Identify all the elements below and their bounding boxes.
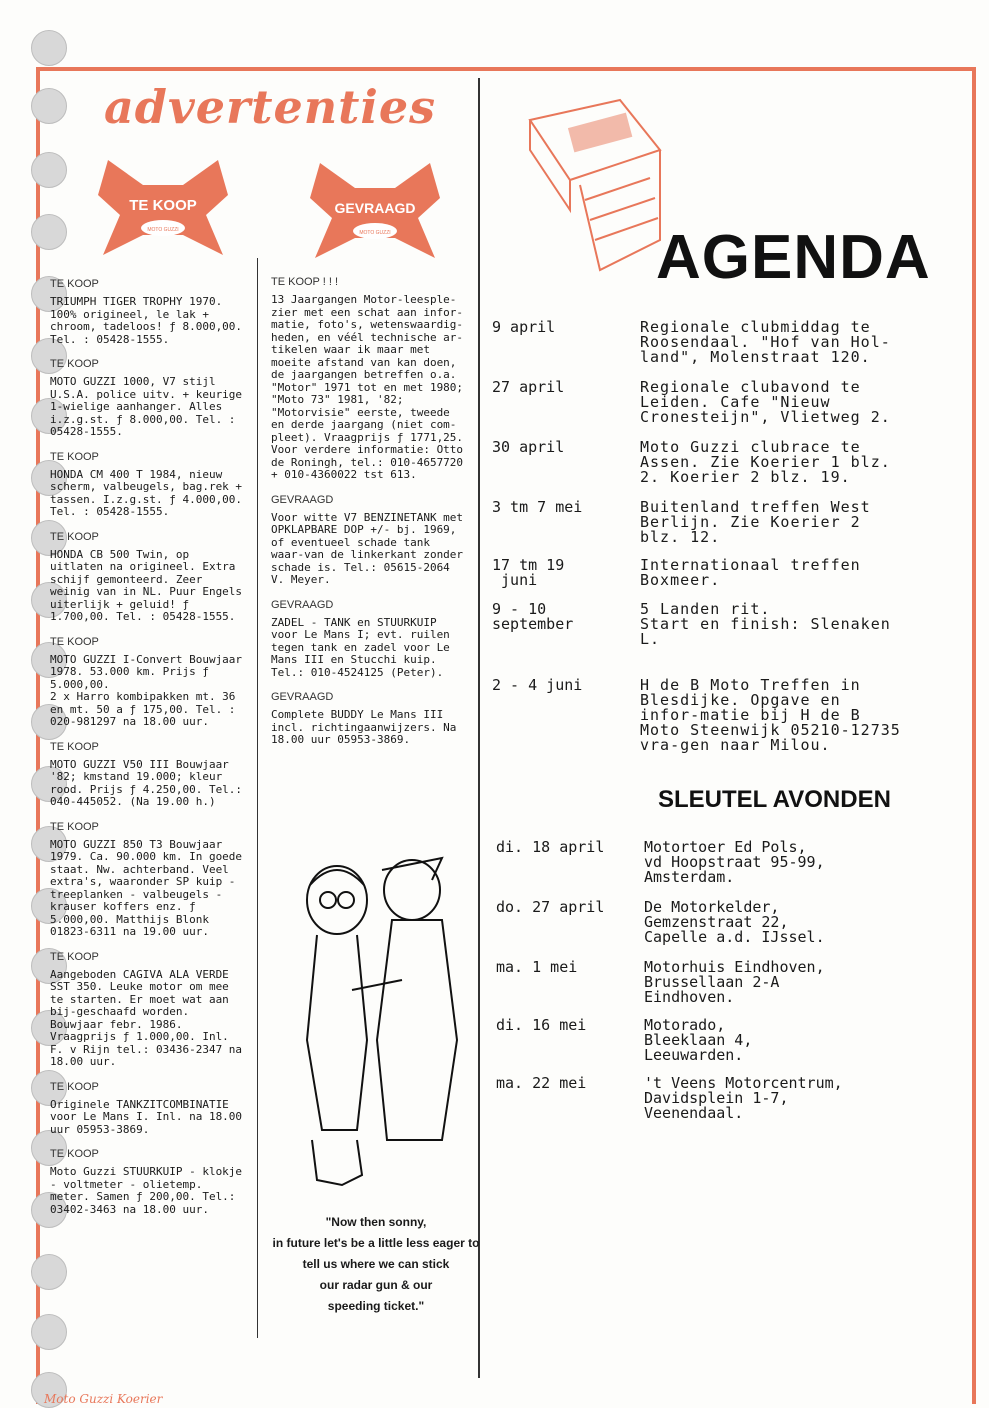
ad-text: HONDA CM 400 T 1984, nieuw scherm, valbeugels, bag.rek + tassen. I.z.g.st. ƒ 4.000,00. Tel. : 05428-1555.	[50, 467, 249, 518]
agenda-desc: Internationaal treffen Boxmeer.	[640, 556, 871, 589]
ad-item	[271, 599, 465, 680]
badge-label-sale: TE KOOP	[129, 197, 197, 214]
caption-line: "Now then sonny,	[325, 1215, 427, 1229]
agenda-desc: 5 Landen rit. Start en finish: Slenaken L.	[640, 600, 891, 648]
sleutel-desc: De Motorkelder, Gemzenstraat 22, Capelle a.d. IJssel.	[644, 898, 825, 946]
small-man-body	[307, 935, 367, 1130]
ad-text: MOTO GUZZI V50 III Bouwjaar '82; kmstand 19.000; kleur rood. Prijs ƒ 4.250,00. Tel.: 040-445052. (Na 19.00 h.)	[50, 757, 249, 808]
ad-label: TE KOOP	[50, 278, 99, 290]
ad-item	[50, 358, 249, 439]
ad-label: TE KOOP	[50, 530, 99, 543]
calendar-illustration	[510, 90, 670, 280]
arm	[352, 980, 402, 990]
ad-item	[50, 740, 249, 809]
ad-text: HONDA CB 500 Twin, op uitlaten na origineel. Extra schijf gemonteerd. Zeer weinig van in NL. Puur Engels uiterlijk + geluid! ƒ 1.700,00. Tel. : 05428-1555.	[50, 547, 249, 623]
agenda-date: 9 - 10 september	[492, 600, 574, 633]
ad-item	[50, 1080, 249, 1137]
ad-label: TE KOOP	[50, 1148, 99, 1160]
binder-hole	[31, 1314, 67, 1350]
small-man-eye	[338, 892, 354, 908]
sleutel-date: ma. 22 mei	[496, 1074, 587, 1092]
column-divider	[257, 258, 258, 1338]
agenda-date: 17 tm 19 juni	[492, 556, 565, 589]
ad-label: TE KOOP ! ! !	[271, 276, 339, 288]
binder-hole	[31, 88, 67, 124]
binder-hole	[31, 30, 67, 66]
ad-item	[50, 1148, 249, 1216]
ad-item	[50, 278, 249, 346]
ad-item	[50, 950, 249, 1069]
ad-label: TE KOOP	[50, 1080, 99, 1093]
page-title: advertenties	[104, 80, 437, 134]
ad-label: TE KOOP	[50, 950, 99, 963]
agenda-date: 3 tm 7 mei	[492, 498, 583, 516]
ad-item	[50, 820, 249, 939]
binder-hole	[31, 214, 67, 250]
gevraagd-badge	[300, 158, 450, 268]
agenda-date: 2 - 4 juni	[492, 676, 583, 694]
caption-line: speeding ticket."	[327, 1299, 425, 1313]
ad-text: MOTO GUZZI 850 T3 Bouwjaar 1979. Ca. 90.000 km. In goede staat. Nw. achterband. Veel extra's, waaronder SP kuip - treeplanken - valbeugels - krauser koffers enz. ƒ 5.000,00. Matthijs Blonk 01823-6311 na 19.00 uur.	[50, 837, 249, 938]
ad-label: TE KOOP	[50, 358, 99, 370]
big-man-head	[384, 860, 440, 920]
ad-label: GEVRAAGD	[271, 598, 334, 611]
agenda-title: AGENDA	[656, 223, 931, 292]
caption-line: tell us where we can stick	[302, 1257, 450, 1271]
agenda-date: 9 april	[492, 318, 556, 336]
agenda-desc: H de B Moto Treffen in Blesdijke. Opgave en infor-matie bij H de B Moto Steenwijk 05210-12735 vra-gen naar Milou.	[640, 676, 911, 754]
ad-label: GEVRAAGD	[271, 493, 334, 506]
badge-label-wanted: GEVRAAGD	[334, 200, 416, 216]
caption-line: our radar gun & our	[319, 1278, 433, 1292]
badge-brand: MOTO GUZZI	[359, 230, 391, 236]
ad-text: Originele TANKZITCOMBINATIE voor Le Mans I. Inl. na 18.00 uur 05953-3869.	[50, 1097, 249, 1136]
ad-label: TE KOOP	[50, 450, 99, 463]
calendar-pages-lines	[585, 178, 658, 240]
page-frame-top	[36, 67, 976, 71]
ad-item	[50, 450, 249, 519]
ad-item	[50, 530, 249, 624]
sleutel-desc: 't Veens Motorcentrum, Davidsplein 1-7, Veenendaal.	[644, 1074, 843, 1122]
sleutel-desc: Motorhuis Eindhoven, Brussellaan 2-A Eindhoven.	[644, 958, 825, 1006]
sleutel-avonden-title: SLEUTEL AVONDEN	[658, 786, 891, 813]
ad-text: Voor witte V7 BENZINETANK met OPKLAPBARE DOP +/- bj. 1969, of eventueel schade tank waar-van de linkerkant zonder schade is. Tel.: 05615-2064 V. Meyer.	[271, 510, 470, 586]
column-divider-main	[478, 78, 480, 1378]
ad-label: TE KOOP	[50, 740, 99, 753]
calendar-shade	[568, 113, 632, 153]
sleutel-date: di. 16 mei	[496, 1016, 587, 1034]
badge-brand: MOTO GUZZI	[147, 227, 179, 233]
agenda-date: 27 april	[492, 378, 565, 396]
ad-text: Complete BUDDY Le Mans III incl. richtingaanwijzers. Na 18.00 uur 05953-3869.	[271, 708, 464, 746]
te-koop-badge	[88, 155, 238, 265]
big-man-coat	[377, 920, 457, 1140]
ad-text: 13 Jaargangen Motor-leesple-zier met een schat aan infor-matie, foto's, wetenswaardig-heden, en véél technische ar-tikelen waar ik maar met moeite afstand van kan doen, de jaargangen betreffen o.a. "Motor" 1971 tot en met 1980; "Moto 73" 1981, '82; "Motorvisie" eerste, tweede en derde jaargang (niet com-pleet). Vraagprijs ƒ 1771,25. Voor verdere informatie: Otto de Roningh, tel.: 010-4657720 + 010-4360022 tst 613.	[271, 293, 470, 481]
ad-item	[271, 276, 470, 482]
ad-label: TE KOOP	[50, 820, 99, 833]
ads-column-left	[50, 278, 249, 1228]
agenda-desc: Buitenland treffen West Berlijn. Zie Koerier 2 blz. 12.	[640, 498, 881, 546]
ad-label: TE KOOP	[50, 635, 99, 648]
ad-text: Aangeboden CAGIVA ALA VERDE SST 350. Leuke motor om mee te starten. Er moet wat aan bij-geschaafd worden. Bouwjaar febr. 1986. Vraagprijs ƒ 1.000,00. Inl. F. v Rijn tel.: 03436-2347 na 18.00 uur.	[50, 967, 249, 1068]
ad-text: MOTO GUZZI 1000, V7 stijl U.S.A. police uitv. + keurige 1-wielige aanhanger. Alles i.z.g.st. ƒ 8.000,00. Tel. : 05428-1555.	[50, 375, 249, 438]
ad-text: MOTO GUZZI I-Convert Bouwjaar 1978. 53.000 km. Prijs ƒ 5.000,00. 2 x Harro kombipakken mt. 36 en mt. 50 a ƒ 175,00. Tel. : 020-981297 na 18.00 uur.	[50, 652, 243, 728]
sleutel-date: di. 18 april	[496, 838, 605, 856]
ad-item	[50, 636, 246, 729]
sleutel-date: ma. 1 mei	[496, 958, 578, 976]
footer-masthead: Moto Guzzi Koerier	[44, 1392, 163, 1406]
agenda-desc: Regionale clubmiddag te Roosendaal. "Hof van Hol-land", Molenstraat 120.	[640, 318, 891, 366]
agenda-desc: Moto Guzzi clubrace te Assen. Zie Koerier 1 blz. 2. Koerier 2 blz. 19.	[640, 438, 901, 486]
legs	[312, 1140, 362, 1185]
caption-line: in future let's be a little less eager to	[272, 1236, 480, 1250]
sleutel-date: do. 27 april	[496, 898, 605, 916]
ad-item	[271, 493, 470, 587]
ad-text: Moto Guzzi STUURKUIP - klokje - voltmeter - olietemp. meter. Samen ƒ 200,00. Tel.: 03402-3463 na 18.00 uur.	[50, 1165, 249, 1216]
police-cartoon-illustration	[282, 840, 472, 1210]
ad-text: ZADEL - TANK en STUURKUIP voor Le Mans I; evt. ruilen tegen tank en zadel voor Le Mans III en Stucchi kuip. Tel.: 010-4524125 (Peter).	[271, 615, 457, 679]
sleutel-desc: Motortoer Ed Pols, vd Hoopstraat 95-99, Amsterdam.	[644, 838, 825, 886]
sleutel-desc: Motorado, Bleeklaan 4, Leeuwarden.	[644, 1016, 753, 1064]
cartoon-caption	[256, 1212, 496, 1317]
binder-hole	[31, 1254, 67, 1290]
small-man-eye	[320, 892, 336, 908]
calendar-edge	[530, 120, 570, 210]
ad-label: GEVRAAGD	[271, 691, 334, 703]
ads-column-middle	[271, 276, 470, 759]
page-frame-right	[972, 67, 976, 1404]
ad-text: TRIUMPH TIGER TROPHY 1970. 100% origineel, le lak + chroom, tadeloos! ƒ 8.000,00. Tel. : 05428-1555.	[50, 295, 249, 346]
agenda-desc: Regionale clubavond te Leiden. Cafe "Nieuw Cronesteijn", Vlietweg 2.	[640, 378, 891, 426]
ad-item	[271, 691, 465, 747]
agenda-date: 30 april	[492, 438, 565, 456]
binder-hole	[31, 152, 67, 188]
